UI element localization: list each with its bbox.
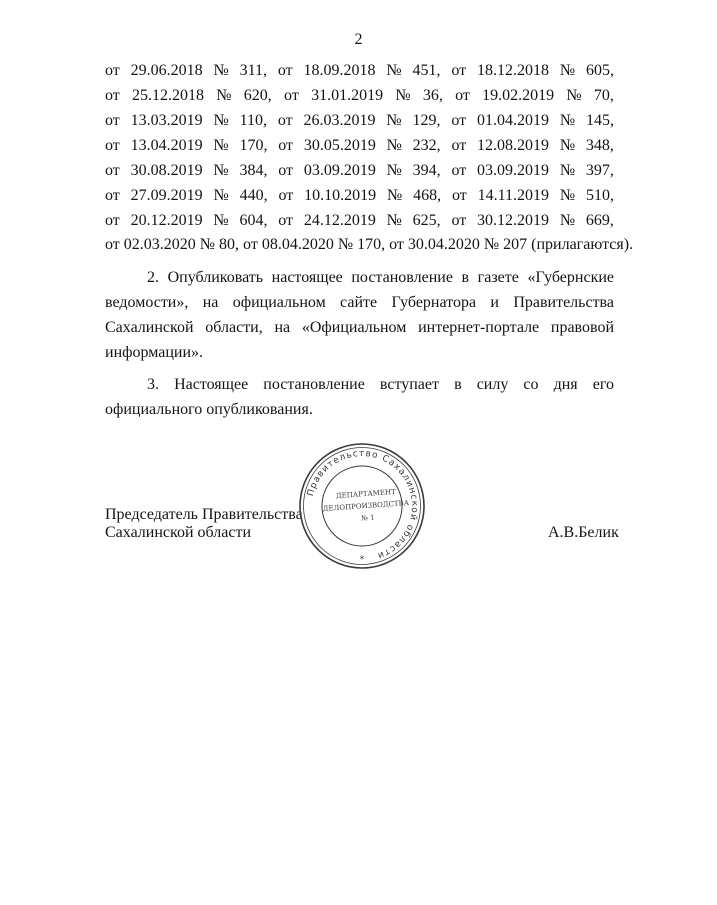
reference-token: 70, xyxy=(593,87,614,104)
reference-token: 605, xyxy=(586,62,614,79)
reference-token: № xyxy=(386,137,402,154)
reference-token: 394, xyxy=(412,162,441,179)
reference-token: 12.08.2019 xyxy=(477,137,550,154)
reference-token: от xyxy=(451,137,467,154)
reference-token: 10.10.2019 xyxy=(304,187,377,204)
department-stamp xyxy=(322,480,410,530)
reference-list xyxy=(105,58,614,233)
reference-token: 24.12.2019 xyxy=(303,212,376,229)
reference-row xyxy=(105,183,614,208)
reference-token: от xyxy=(284,87,299,104)
reference-token: 30.12.2019 xyxy=(477,212,550,229)
reference-token: от xyxy=(105,112,120,129)
reference-row xyxy=(105,83,614,108)
reference-token: 14.11.2019 xyxy=(477,187,550,204)
reference-row xyxy=(105,58,614,83)
reference-token: № xyxy=(386,162,402,179)
reference-token: 29.06.2018 xyxy=(130,62,203,79)
reference-token: № xyxy=(386,62,402,79)
reference-token: № xyxy=(216,87,232,104)
reference-token: 145, xyxy=(586,112,614,129)
reference-token: от xyxy=(105,62,120,79)
reference-token: 31.01.2019 xyxy=(311,87,384,104)
reference-token: 18.12.2018 xyxy=(477,62,550,79)
reference-token: 110, xyxy=(239,112,268,129)
reference-token: 01.04.2019 xyxy=(477,112,550,129)
paragraph-publication: 2. Опубликовать настоящее постановление в газете «Губернские ведомости», на официальном сайте Губернатора и Правительства Сахалинской области, на «Официальном интернет-портале правовой информации». xyxy=(105,269,614,361)
reference-token: 468, xyxy=(413,187,442,204)
reference-token: от xyxy=(451,212,467,229)
reference-token: 13.03.2019 xyxy=(130,112,203,129)
reference-token: № xyxy=(213,187,229,204)
reference-token: от xyxy=(455,87,470,104)
reference-token: от xyxy=(277,62,293,79)
reference-token: № xyxy=(566,87,582,104)
reference-token: 669, xyxy=(585,212,614,229)
reference-token: № xyxy=(213,162,229,179)
stamp-line-2: ДЕЛОПРОИЗВОДСТВА xyxy=(322,498,410,514)
reference-token: 170, xyxy=(239,137,268,154)
reference-token: № xyxy=(395,87,411,104)
reference-token: от xyxy=(277,112,293,129)
reference-token: от xyxy=(278,137,294,154)
reference-row xyxy=(105,208,614,233)
reference-token: 620, xyxy=(243,87,272,104)
reference-token: от xyxy=(451,162,467,179)
stamp-line-3: № 1 xyxy=(360,513,375,523)
reference-token: 30.08.2019 xyxy=(130,162,203,179)
reference-last-line: от 02.03.2020 № 80, от 08.04.2020 № 170, от 30.04.2020 № 207 (прилагаются). xyxy=(105,236,634,253)
reference-token: от xyxy=(451,62,467,79)
reference-token: 384, xyxy=(239,162,268,179)
signatory-name: А.В.Белик xyxy=(548,524,619,541)
reference-row xyxy=(105,108,614,133)
reference-token: от xyxy=(278,212,294,229)
stamp-line-1: ДЕПАРТАМЕНТ xyxy=(335,487,397,501)
reference-token: № xyxy=(559,112,576,129)
reference-token: 20.12.2019 xyxy=(130,212,203,229)
seal-star-icon: * xyxy=(359,555,365,565)
reference-token: от xyxy=(278,187,294,204)
reference-token: № xyxy=(559,212,576,229)
reference-token: № xyxy=(559,162,576,179)
reference-token: 25.12.2018 xyxy=(132,87,205,104)
reference-token: от xyxy=(105,162,120,179)
reference-token: от xyxy=(105,87,120,104)
reference-row xyxy=(105,133,614,158)
reference-token: от xyxy=(451,112,467,129)
reference-token: № xyxy=(213,137,229,154)
reference-token: № xyxy=(213,62,229,79)
reference-token: 129, xyxy=(412,112,441,129)
reference-token: 604, xyxy=(239,212,268,229)
reference-token: 451, xyxy=(412,62,441,79)
reference-token: № xyxy=(386,112,402,129)
reference-token: 30.05.2019 xyxy=(303,137,376,154)
reference-token: 348, xyxy=(585,137,614,154)
signatory-title-line-1: Председатель Правительства xyxy=(105,506,303,523)
reference-token: от xyxy=(451,187,467,204)
reference-token: № xyxy=(386,187,403,204)
reference-token: от xyxy=(105,212,120,229)
reference-token: от xyxy=(105,137,120,154)
reference-token: № xyxy=(386,212,402,229)
reference-token: № xyxy=(213,212,229,229)
page-number: 2 xyxy=(354,31,363,48)
reference-token: № xyxy=(213,112,229,129)
reference-token: 36, xyxy=(422,87,443,104)
signatory-title-line-2: Сахалинской области xyxy=(105,524,252,541)
reference-token: 625, xyxy=(412,212,441,229)
reference-token: № xyxy=(559,137,576,154)
reference-token: 03.09.2019 xyxy=(477,162,550,179)
reference-token: 18.09.2018 xyxy=(303,62,376,79)
reference-token: от xyxy=(278,162,294,179)
reference-token: 397, xyxy=(585,162,614,179)
reference-token: 27.09.2019 xyxy=(130,187,203,204)
reference-token: 510, xyxy=(586,187,614,204)
reference-token: 311, xyxy=(239,62,268,79)
reference-token: 03.09.2019 xyxy=(303,162,376,179)
reference-token: 440, xyxy=(239,187,268,204)
signatory-title xyxy=(105,506,303,542)
reference-token: № xyxy=(559,187,576,204)
reference-token: 232, xyxy=(412,137,441,154)
reference-token: 13.04.2019 xyxy=(130,137,203,154)
reference-token: № xyxy=(559,62,576,79)
reference-token: 26.03.2019 xyxy=(303,112,376,129)
paragraph-entry-into-force: 3. Настоящее постановление вступает в силу со дня его официального опубликования. xyxy=(105,376,614,418)
reference-token: от xyxy=(105,187,120,204)
seal-ring-text: Правительство Сахалинской области xyxy=(305,448,420,561)
reference-row xyxy=(105,158,614,183)
reference-token: 19.02.2019 xyxy=(482,87,555,104)
